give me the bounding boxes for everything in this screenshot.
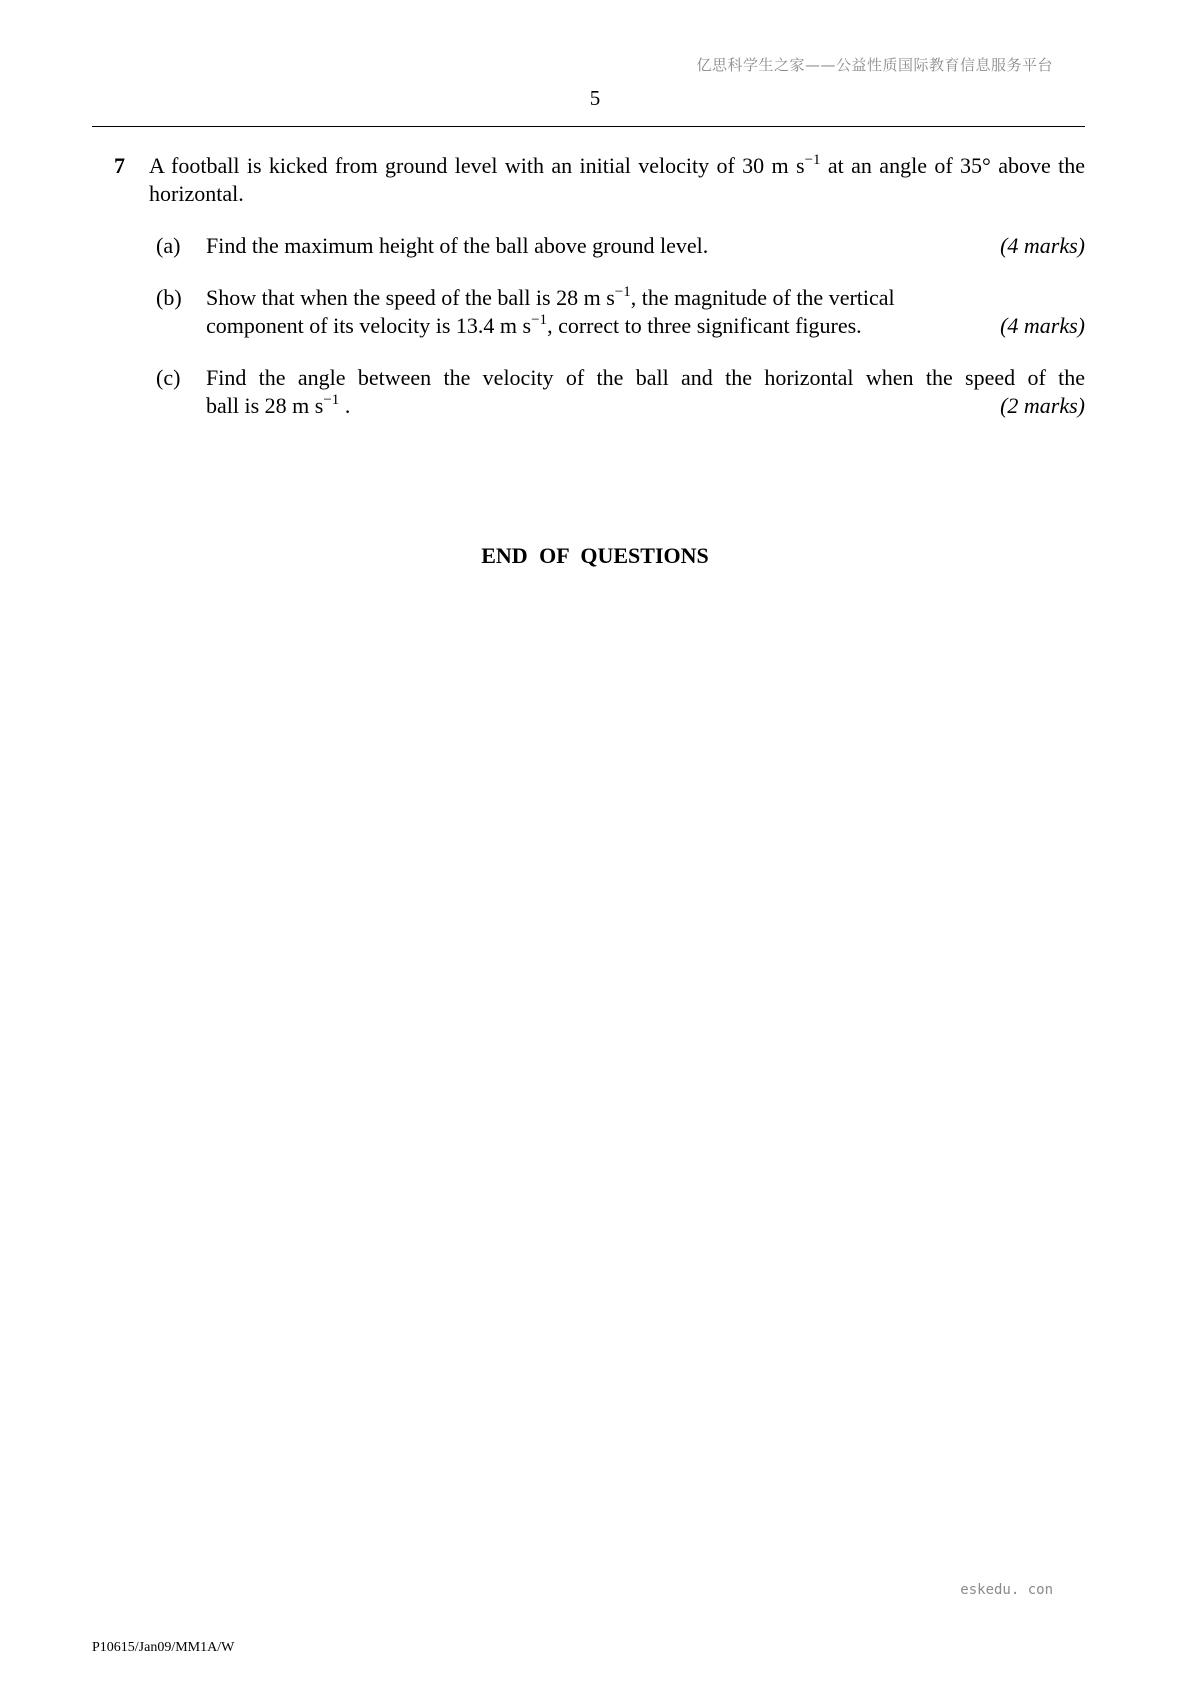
part-a-label: (a): [156, 233, 181, 258]
part-b-marks: (4 marks): [1000, 313, 1085, 338]
part-b-line2-after: , correct to three significant figures.: [547, 313, 862, 338]
part-b-line2-before: component of its velocity is 13.4 m s: [206, 313, 532, 338]
watermark-text: 亿思科学生之家——公益性质国际教育信息服务平台: [696, 56, 1053, 74]
part-c-line2-after: .: [339, 393, 351, 418]
part-b-label: (b): [156, 285, 182, 310]
part-b-line1-before: Show that when the speed of the ball is 28 m s: [206, 285, 615, 310]
part-c: [156, 364, 1085, 420]
part-b-line-1: [206, 284, 1085, 312]
question-number: 7: [114, 153, 125, 178]
question-7: [114, 152, 1085, 420]
header-divider: [92, 126, 1085, 127]
stem-text-after: at an angle of 35° above the horizontal.: [149, 153, 1085, 206]
part-c-line-1: Find the angle between the velocity of the ball and the horizontal when the speed of the: [206, 365, 1085, 390]
part-b-line1-after: , the magnitude of the vertical: [630, 285, 895, 310]
part-a-marks: (4 marks): [1000, 233, 1085, 258]
part-c-line2-sup: −1: [323, 392, 340, 408]
page-number: 5: [589, 86, 601, 110]
footer-site-text: eskedu. con: [960, 1582, 1053, 1598]
part-b-line1-sup: −1: [614, 284, 631, 300]
part-b-line2-sup: −1: [531, 312, 548, 328]
stem-text-before: A football is kicked from ground level with an initial velocity of 30 m s: [149, 153, 805, 178]
part-c-label: (c): [156, 365, 181, 390]
stem-superscript: −1: [804, 152, 821, 168]
part-b: [156, 284, 1085, 340]
part-c-line-2: [206, 392, 350, 420]
part-b-line-2: [206, 312, 862, 340]
end-of-questions: END OF QUESTIONS: [481, 543, 709, 568]
part-c-marks: (2 marks): [1000, 393, 1085, 418]
part-c-line2-before: ball is 28 m s: [206, 393, 324, 418]
part-a-text: Find the maximum height of the ball above ground level.: [206, 233, 709, 258]
footer-paper-code: P10615/Jan09/MM1A/W: [92, 1640, 235, 1655]
question-stem: [149, 152, 1085, 208]
part-a: [156, 232, 1085, 260]
